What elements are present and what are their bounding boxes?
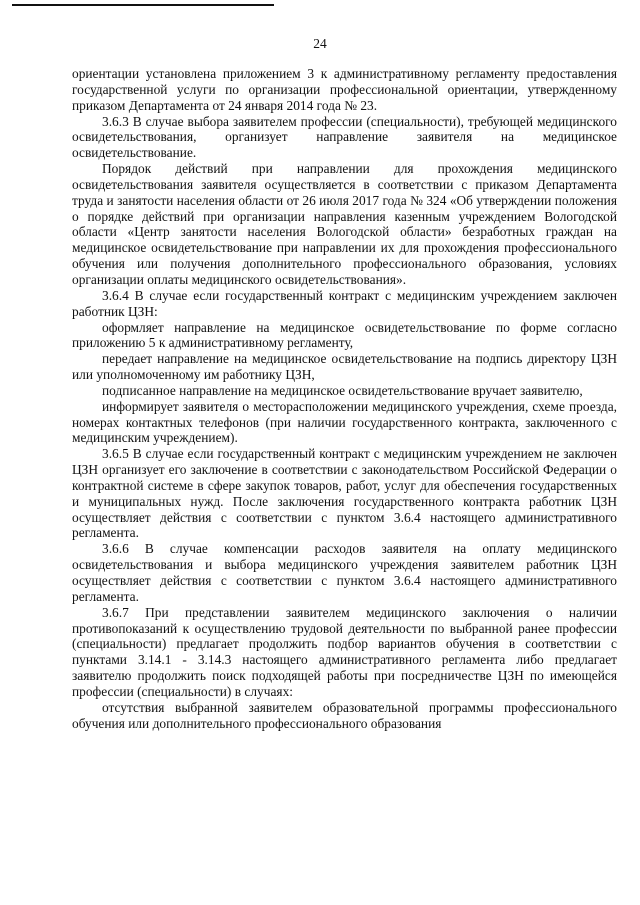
paragraph-3-6-3: 3.6.3 В случае выбора заявителем профессии (специальности), требующей медицинского освидетельствования, организует направление заявителя на медицинское освидетельствование. [72, 113, 617, 161]
paragraph-3-6-4: 3.6.4 В случае если государственный контракт с медицинским учреждением заключен работник ЦЗН: [72, 287, 617, 319]
paragraph-procedure: Порядок действий при направлении для прохождения медицинского освидетельствования заявителя осуществляется в соответствии с приказом Департамента труда и занятости населения области от 26 июля 2017 года № 324 «Об утверждении положения о порядке действий при организации направления казенным учреждением Вологодской области «Центр занятости населения Вологодской области» безработных граждан на медицинское освидетельствование при направлении их для прохождения профессионального обучения или получения дополнительного профессионального образования, условиях организации оплаты медицинского освидетельствования». [72, 161, 617, 287]
paragraph-3-6-7: 3.6.7 При представлении заявителем медицинского заключения о наличии противопоказаний к осуществлению трудовой деятельности по выбранной ранее профессии (специальности) предлагает продолжить подбор вариантов обучения в соответствии с пунктами 3.14.1 - 3.14.3 настоящего административного регламента либо предлагает заявителю продолжить поиск подходящей работы при посредничестве ЦЗН по имеющейся профессии (специальности) в случаях: [72, 604, 617, 699]
paragraph-3-6-6: 3.6.6 В случае компенсации расходов заявителя на оплату медицинского освидетельствования и выбора медицинского учреждения заявителем работник ЦЗН осуществляет действия с соответствии с пунктом 3.6.4 настоящего административного регламента. [72, 541, 617, 604]
paragraph-3-6-5: 3.6.5 В случае если государственный контракт с медицинским учреждением не заключен ЦЗН организует его заключение в соответствии с законодательством Российской Федерации о контрактной системе в сфере закупок товаров, работ, услуг для обеспечения государственных и муниципальных нужд. После заключения государственного контракта работник ЦЗН осуществляет действия с соответствии с пунктом 3.6.4 настоящего административного регламента. [72, 446, 617, 541]
document-body [72, 66, 617, 731]
paragraph-3-6-7-item-1: отсутствия выбранной заявителем образовательной программы профессионального обучения или дополнительного профессионального образования [72, 699, 617, 731]
page-number: 24 [313, 36, 327, 51]
header-rule [12, 4, 274, 6]
paragraph-3-6-4-item-3: подписанное направление на медицинское освидетельствование вручает заявителю, [102, 382, 583, 398]
paragraph-3-6-4-item-1: оформляет направление на медицинское освидетельствование по форме согласно приложению 5 к административному регламенту, [72, 319, 617, 351]
paragraph-continuation: ориентации установлена приложением 3 к административному регламенту предоставления государственной услуги по организации профессиональной ориентации, утвержденному приказом Департамента от 24 января 2014 года № 23. [72, 66, 617, 113]
paragraph-3-6-4-item-2: передает направление на медицинское освидетельствование на подпись директору ЦЗН или уполномоченному им работнику ЦЗН, [72, 351, 617, 383]
paragraph-3-6-4-item-4: информирует заявителя о месторасположении медицинского учреждения, схеме проезда, номерах контактных телефонов (при наличии государственного контракта, заключенного с медицинским учреждением). [72, 398, 617, 446]
